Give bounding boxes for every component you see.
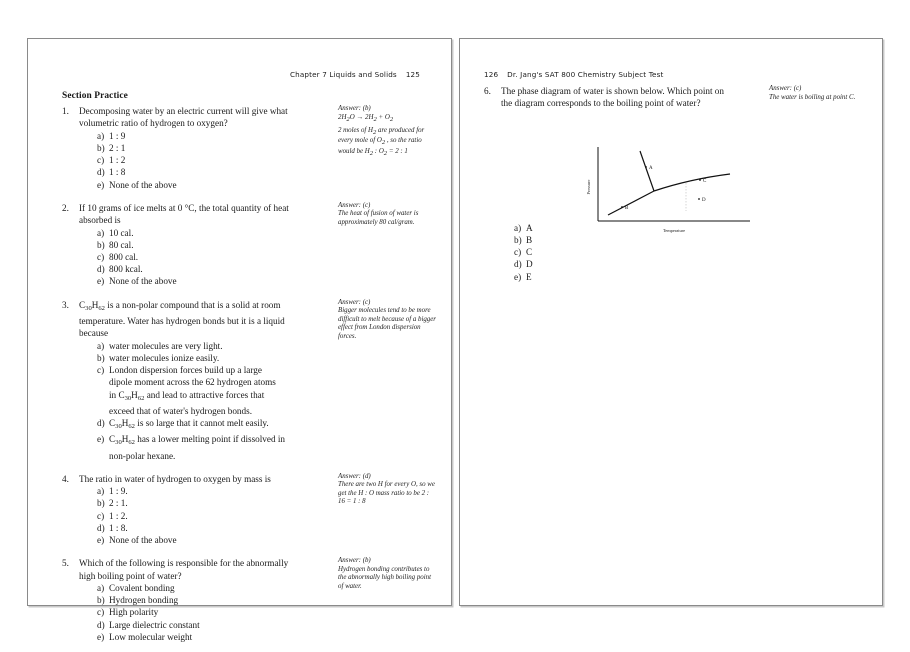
option-label: c)	[514, 247, 522, 258]
option-label: b)	[97, 239, 105, 250]
option-b[interactable]	[79, 594, 325, 606]
right-page	[459, 38, 883, 606]
option-label: e)	[97, 534, 105, 545]
option-c[interactable]	[79, 251, 325, 263]
page-number: 125	[405, 70, 420, 79]
answer-explanation: There are two H for every O, so we get the H : O mass ratio to be 2 : 16 = 1 : 8	[338, 481, 435, 506]
option-text: B	[526, 235, 533, 246]
option-label: b)	[514, 235, 522, 246]
option-label: d)	[97, 522, 105, 533]
option-text: 800 cal.	[109, 252, 139, 263]
question-number: 1.	[62, 106, 69, 116]
option-label: b)	[97, 353, 105, 364]
option-text: 1 : 9.	[109, 486, 128, 497]
option-text: 2 : 1.	[109, 498, 128, 509]
point-label-c: C	[703, 179, 707, 184]
option-text: 1 : 2	[109, 155, 126, 166]
answer-explanation: The water is boiling at point C.	[769, 93, 856, 101]
option-text: 1 : 8.	[109, 522, 128, 533]
option-label: d)	[97, 167, 105, 178]
option-label: d)	[97, 418, 105, 429]
question-6	[484, 85, 869, 283]
left-page-running-head	[290, 70, 420, 79]
option-label: a)	[97, 130, 105, 141]
question-list	[62, 105, 434, 652]
answer-label: Answer: (d)	[338, 472, 371, 480]
option-label: a)	[97, 486, 105, 497]
answer-explanation: The heat of fusion of water is approximately 80 cal/gram.	[338, 210, 419, 227]
option-text: 800 kcal.	[109, 264, 143, 275]
option-text: Large dielectric constant	[109, 619, 200, 630]
answer-equation: $2H_2O \to 2H_2 + O_2$	[338, 113, 394, 123]
option-e[interactable]	[79, 179, 325, 191]
option-label: e)	[97, 631, 105, 642]
option-list	[79, 340, 434, 462]
point-marker-a	[645, 166, 647, 168]
option-text: 1 : 8	[109, 167, 126, 178]
option-c[interactable]	[79, 606, 325, 618]
point-marker-c	[699, 179, 701, 181]
option-c[interactable]	[79, 154, 325, 166]
option-text: None of the above	[109, 534, 177, 545]
option-e[interactable]	[79, 275, 325, 287]
option-label: e)	[97, 434, 105, 445]
page-number: 126	[484, 70, 499, 79]
option-b[interactable]	[79, 497, 325, 509]
question-stem: Which of the following is responsible for the abnormally high boiling point of water?	[79, 558, 289, 581]
option-c[interactable]	[79, 510, 325, 522]
option-text: 2 : 1	[109, 143, 126, 154]
phase-diagram-svg	[572, 141, 762, 237]
option-text: 1 : 2.	[109, 510, 128, 521]
answer-label: Answer: (c)	[769, 85, 802, 92]
option-label: a)	[97, 582, 105, 593]
question-2	[62, 202, 434, 288]
option-text: London dispersion forces build up a large dipole moment across the 62 hydrogen atoms in $C_{30}H_{62}$ and lead to attractive forces that exceed that of water's hydrogen bonds.	[109, 365, 276, 416]
left-page	[27, 38, 452, 642]
option-b[interactable]	[79, 142, 325, 154]
option-text: E	[526, 271, 532, 282]
option-text: None of the above	[109, 179, 177, 190]
option-text: Covalent bonding	[109, 582, 175, 593]
fusion-curve	[640, 151, 654, 191]
option-text: water molecules are very light.	[109, 340, 223, 351]
option-a[interactable]	[79, 340, 325, 352]
answer-note-4	[338, 473, 436, 507]
question-stem: The phase diagram of water is shown below. Which point on the diagram corresponds to the boiling point of water?	[501, 86, 724, 109]
option-c[interactable]	[514, 246, 634, 258]
answer-label: Answer: (b)	[338, 557, 371, 565]
option-d[interactable]	[79, 263, 325, 275]
option-text: A	[526, 222, 533, 233]
option-e[interactable]	[79, 534, 325, 546]
option-text: D	[526, 259, 533, 270]
vaporization-curve	[654, 174, 730, 191]
option-d[interactable]	[79, 522, 325, 534]
answer-note-5	[338, 557, 436, 591]
answer-note-6	[769, 85, 867, 102]
option-label: e)	[97, 179, 105, 190]
option-e[interactable]	[79, 433, 325, 461]
point-marker-d	[698, 198, 700, 200]
question-number: 6.	[484, 86, 491, 96]
option-d[interactable]	[79, 417, 325, 433]
question-stem: Decomposing water by an electric current will give what volumetric ratio of hydrogen to oxygen?	[79, 106, 288, 129]
question-stem: If 10 grams of ice melts at 0 °C, the total quantity of heat absorbed is	[79, 202, 289, 226]
right-page-running-head	[484, 70, 663, 79]
option-label: c)	[97, 155, 105, 166]
section-title: Section Practice	[62, 91, 128, 101]
option-label: c)	[97, 510, 105, 521]
running-head-text: Chapter 7 Liquids and Solids	[289, 70, 397, 79]
option-label: e)	[97, 276, 105, 287]
option-label: c)	[97, 365, 105, 376]
option-text: Low molecular weight	[109, 631, 193, 642]
point-marker-b	[621, 206, 623, 208]
option-text: water molecules ionize easily.	[109, 353, 220, 364]
question-stem: $C_{30}H_{62}$ is a non-polar compound that is a solid at room temperature. Water has hydrogen bonds but it is a liquid because	[79, 299, 285, 339]
option-label: b)	[97, 498, 105, 509]
question-number: 3.	[62, 299, 69, 310]
option-e[interactable]	[79, 631, 325, 643]
answer-label: Answer: (b)	[338, 105, 371, 112]
option-label: d)	[514, 259, 522, 270]
option-d[interactable]	[79, 619, 325, 631]
option-text: Hydrogen bonding	[109, 595, 179, 606]
option-b[interactable]	[79, 352, 325, 364]
question-1	[62, 105, 434, 191]
option-label: d)	[97, 264, 105, 275]
option-text: $C_{30}H_{62}$ is so large that it cannot melt easily.	[109, 418, 269, 431]
option-b[interactable]	[79, 239, 325, 251]
option-a[interactable]	[79, 485, 325, 497]
option-label: b)	[97, 143, 105, 154]
answer-note-2	[338, 202, 436, 228]
point-label-a: A	[649, 166, 653, 171]
option-a[interactable]	[79, 582, 325, 594]
running-head-text: Dr. Jang's SAT 800 Chemistry Subject Test	[507, 70, 664, 79]
question-stem: The ratio in water of hydrogen to oxygen by mass is	[79, 473, 271, 484]
option-list	[79, 227, 434, 288]
option-d[interactable]	[79, 166, 325, 178]
answer-note-3	[338, 299, 436, 342]
answer-note-1	[338, 105, 436, 158]
option-label: d)	[97, 619, 105, 630]
y-axis-label: Pressure	[586, 179, 591, 195]
option-a[interactable]	[79, 130, 325, 142]
point-label-d: D	[702, 198, 706, 203]
answer-explanation: 2 moles of $H_2$ are produced for every mole of $O_2$ , so the ratio would be $H_2$ : $O_2 = 2$ : 1	[338, 126, 425, 157]
question-number: 4.	[62, 473, 69, 484]
option-label: a)	[97, 340, 105, 351]
x-axis-label: Temperature	[662, 228, 686, 233]
option-text: 80 cal.	[109, 239, 134, 250]
answer-explanation: Hydrogen bonding contributes to the abnormally high boiling point of water.	[338, 565, 432, 590]
phase-diagram-figure	[572, 141, 762, 237]
option-text: None of the above	[109, 276, 177, 287]
option-label: a)	[97, 227, 105, 238]
question-number: 5.	[62, 558, 69, 569]
answer-explanation: Bigger molecules tend to be more difficult to melt because of a bigger effect from London dispersion forces.	[338, 307, 436, 341]
option-label: a)	[514, 222, 522, 233]
option-text: 10 cal.	[109, 227, 134, 238]
question-3	[62, 299, 434, 462]
option-text: High polarity	[109, 607, 159, 618]
option-label: b)	[97, 595, 105, 606]
answer-label: Answer: (c)	[338, 298, 371, 306]
option-label: c)	[97, 252, 105, 263]
option-label: e)	[514, 271, 522, 282]
question-5	[62, 557, 434, 643]
question-list	[484, 85, 869, 292]
option-c[interactable]	[79, 364, 325, 417]
answer-label: Answer: (c)	[338, 201, 371, 209]
option-text: $C_{30}H_{62}$ has a lower melting point if dissolved in non-polar hexane.	[109, 434, 286, 461]
sublimation-curve	[608, 191, 654, 215]
option-text: 1 : 9	[109, 130, 126, 141]
question-4	[62, 473, 434, 546]
option-a[interactable]	[79, 227, 325, 239]
option-label: c)	[97, 607, 105, 618]
option-e[interactable]	[514, 271, 634, 283]
option-d[interactable]	[514, 258, 634, 270]
point-label-b: B	[625, 206, 629, 211]
option-text: C	[526, 247, 533, 258]
question-number: 2.	[62, 202, 69, 213]
